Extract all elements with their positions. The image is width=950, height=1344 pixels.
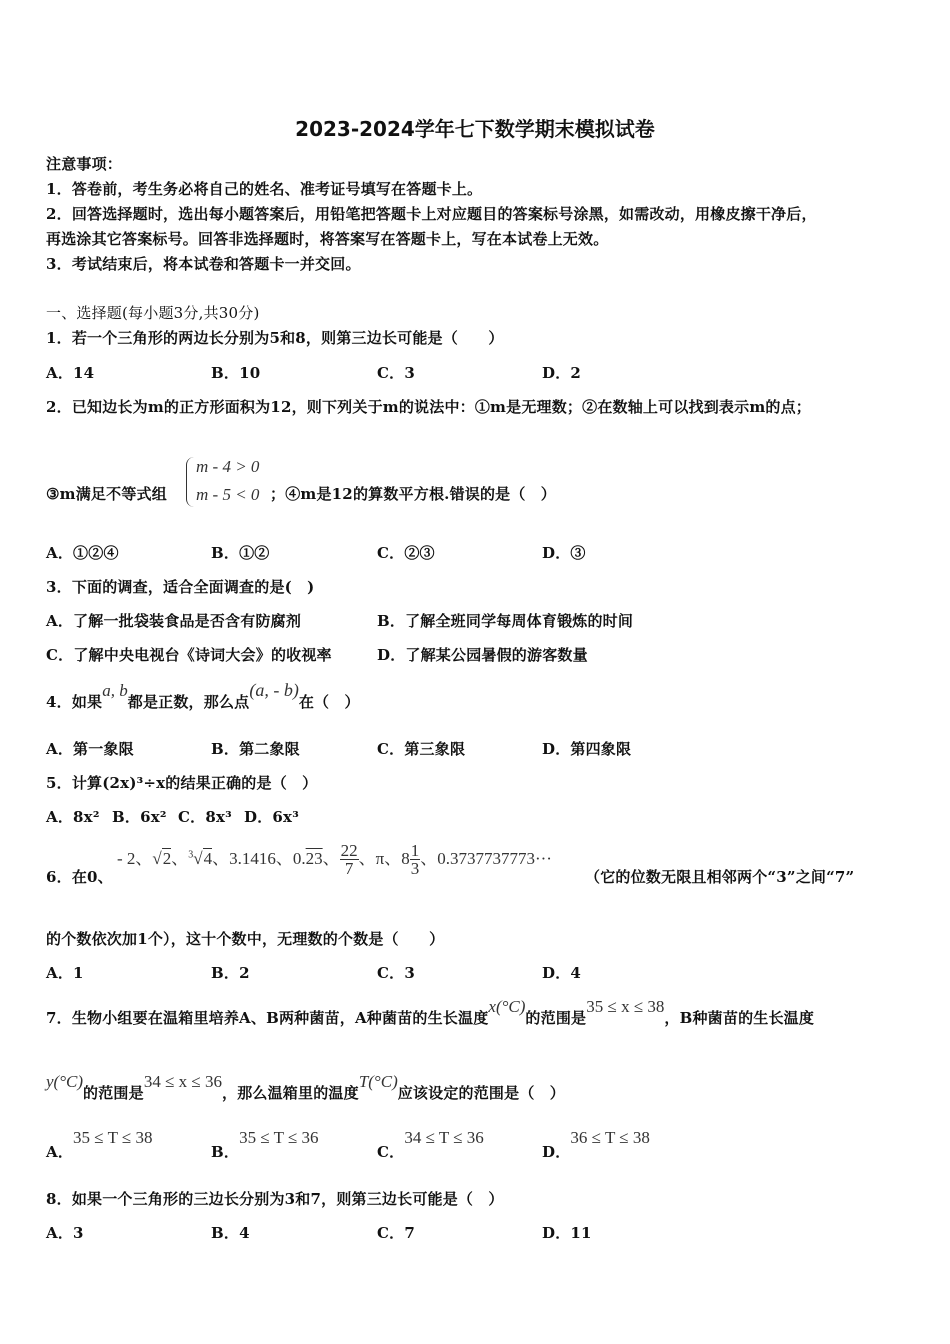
q4-point: (a, - b): [249, 680, 299, 700]
q4-text-post: 在（ ）: [298, 693, 360, 711]
q7-option-b: [211, 1127, 319, 1161]
q4-option-d: D．第四象限: [542, 740, 632, 758]
q4-text-pre: 4．如果: [46, 693, 103, 711]
q2-option-d: D．③: [542, 544, 586, 562]
option-expr: 35 ≤ T ≤ 36: [239, 1128, 319, 1147]
q4-var-ab: a, b: [102, 681, 128, 700]
q6-sep-2: 、: [322, 849, 340, 868]
inequality-1: m - 4 > 0: [196, 457, 260, 476]
frac-numerator: 1: [410, 841, 420, 860]
q6-fraction-22-7: [340, 842, 359, 877]
option-expr: 34 ≤ T ≤ 36: [404, 1128, 484, 1147]
q3-option-c: C．了解中央电视台《诗词大会》的收视率: [46, 646, 332, 664]
q6-cbrt-arg: 4: [203, 849, 213, 868]
frac-numerator: 22: [340, 841, 358, 860]
question-2-stem-part: ③m满足不等式组: [46, 485, 167, 503]
q7-text-mid3: ，那么温箱里的温度: [222, 1084, 359, 1102]
q7-text-pre: 7．生物小组要在温箱里培养A、B两种菌苗，A种菌苗的生长温度: [46, 1009, 489, 1027]
question-6-stem-end: （它的位数无限且相邻两个“3”之间“7”: [585, 868, 855, 886]
question-1-stem: 1．若一个三角形的两边长分别为5和8，则第三边长可能是（ ）: [46, 329, 504, 347]
q5-option-d: D．6x³: [244, 808, 299, 826]
q3-option-a: A．了解一批袋装食品是否含有防腐剂: [46, 612, 302, 630]
question-5-stem: 5．计算(2x)³÷x的结果正确的是（ ）: [46, 774, 318, 792]
q3-option-d: D．了解某公园暑假的游客数量: [377, 646, 588, 664]
notice-item-3: 3．考试结束后，将本试卷和答题卡一并交回。: [46, 255, 361, 273]
option-expr: 36 ≤ T ≤ 38: [570, 1128, 650, 1147]
question-2-stem: 2．已知边长为m的正方形面积为12，则下列关于m的说法中：①m是无理数；②在数轴上可以找到表示m的点；: [46, 398, 812, 416]
q4-text-mid: 都是正数，那么点: [127, 693, 250, 711]
q5-option-c: C．8x³: [178, 808, 232, 826]
q7-var-xC: x(°C): [488, 997, 526, 1016]
q2-option-a: A．①②④: [46, 544, 119, 562]
frac-denominator: 3: [410, 859, 420, 878]
q1-option-c: C．3: [377, 364, 415, 382]
q3-option-b: B．了解全班同学每周体育锻炼的时间: [377, 612, 634, 630]
notice-item-2: 2．回答选择题时，选出每小题答案后，用铅笔把答题卡上对应题目的答案标号涂黑，如需改动，用橡皮擦干净后，: [46, 205, 817, 223]
q6-option-c: C．3: [377, 964, 415, 982]
question-8-stem: 8．如果一个三角形的三边长分别为3和7，则第三边长可能是（ ）: [46, 1190, 504, 1208]
q6-num-nonrepeating: 、0.3737737773···: [420, 849, 552, 868]
option-label: D．: [542, 1143, 571, 1161]
option-label: A．: [46, 1143, 74, 1161]
question-6-stem: 6．在0、: [46, 868, 113, 886]
notice-heading: 注意事项：: [46, 155, 123, 173]
q6-option-a: A．1: [46, 964, 84, 982]
q7-range-a: 35 ≤ x ≤ 38: [586, 997, 665, 1016]
notice-item-2-cont: 再选涂其它答案标号。回答非选择题时，将答案写在答题卡上，写在本试卷上无效。: [46, 230, 609, 248]
q8-option-d: D．11: [542, 1224, 592, 1242]
q1-option-b: B．10: [211, 364, 261, 382]
q7-text-post2: 应该设定的范围是（ ）: [397, 1084, 565, 1102]
section-heading: 一、选择题(每小题3分,共30分): [46, 304, 260, 322]
q4-option-c: C．第三象限: [377, 740, 466, 758]
q6-sep: 、: [171, 849, 189, 868]
q6-sqrt-arg: 2: [162, 849, 172, 868]
option-expr: 35 ≤ T ≤ 38: [73, 1128, 153, 1147]
question-7-stem: [46, 996, 815, 1027]
q2-option-b: B．①②: [211, 544, 270, 562]
q5-option-a: A．8x²: [46, 808, 100, 826]
question-2-stem-end: ；④m是12的算数平方根.错误的是（ ）: [270, 485, 556, 503]
q6-pi-eight: 、π、8: [358, 849, 410, 868]
q8-option-c: C．7: [377, 1224, 415, 1242]
q7-text-mid2: 的范围是: [83, 1084, 144, 1102]
frac-denominator: 7: [344, 859, 354, 878]
inequality-2: m - 5 < 0: [196, 485, 260, 504]
q2-option-c: C．②③: [377, 544, 435, 562]
q4-option-b: B．第二象限: [211, 740, 300, 758]
q8-option-b: B．4: [211, 1224, 250, 1242]
option-label: B．: [211, 1143, 240, 1161]
q5-option-b: B．6x²: [112, 808, 167, 826]
q7-option-c: [377, 1127, 484, 1161]
inequality-brace: [186, 457, 195, 507]
sqrt-icon: √: [152, 849, 162, 868]
q6-num-neg2: - 2、: [117, 849, 153, 868]
q4-option-a: A．第一象限: [46, 740, 134, 758]
notice-item-1: 1．答卷前，考生务必将自己的姓名、准考证号填写在答题卡上。: [46, 180, 483, 198]
question-3-stem: 3．下面的调查，适合全面调查的是( ): [46, 578, 315, 596]
q7-option-a: [46, 1127, 153, 1161]
option-label: C．: [377, 1143, 405, 1161]
q1-option-d: D．2: [542, 364, 582, 382]
question-6-stem-line2: 的个数依次加1个），这十个数中，无理数的个数是（ ）: [46, 930, 445, 948]
q7-var-TC: T(°C): [358, 1072, 398, 1091]
q7-option-d: [542, 1127, 650, 1161]
question-4-stem: [46, 680, 360, 711]
q8-option-a: A．3: [46, 1224, 84, 1242]
q6-number-list: [117, 842, 552, 877]
q7-text-post1: ，B种菌苗的生长温度: [664, 1009, 815, 1027]
q6-cbrt-index: 3: [188, 849, 194, 861]
q6-option-d: D．4: [542, 964, 582, 982]
q7-text-mid1: 的范围是: [525, 1009, 587, 1027]
q7-range-b: 34 ≤ x ≤ 36: [143, 1072, 222, 1091]
q6-repeating-digits: 23: [305, 849, 323, 868]
q6-num-decimal: 、3.1416、0.: [212, 849, 306, 868]
q6-fraction-1-3: [410, 842, 421, 877]
question-7-stem-line2: [46, 1071, 565, 1102]
cbrt-icon: √: [193, 849, 203, 868]
q1-option-a: A．14: [46, 364, 95, 382]
q7-var-yC: y(°C): [46, 1072, 84, 1091]
page-title: 2023-2024学年七下数学期末模拟试卷: [295, 117, 655, 141]
q6-option-b: B．2: [211, 964, 250, 982]
